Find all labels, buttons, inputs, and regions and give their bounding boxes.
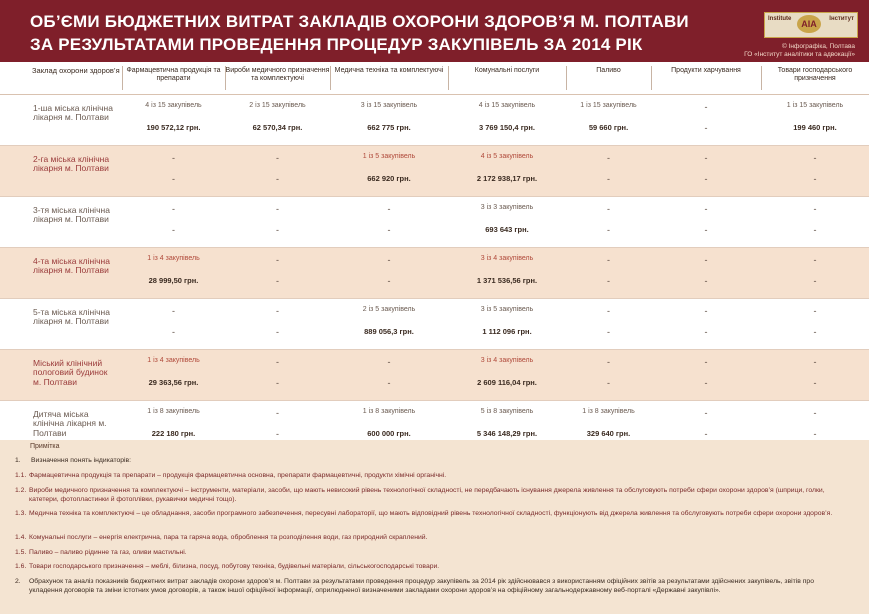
table-row (0, 350, 869, 401)
amount: 222 180 грн. (151, 429, 196, 438)
note-number: 1.2. (15, 487, 27, 494)
empty-value: - (172, 174, 175, 184)
table-row (0, 248, 869, 299)
empty-value: - (704, 306, 708, 316)
empty-value: - (813, 306, 817, 316)
empty-value: - (607, 357, 610, 367)
empty-value: - (813, 327, 817, 337)
logo-text-right: Інститут (829, 16, 854, 22)
purchase-count: 3 із 4 закупівель (480, 357, 534, 364)
note-number: 1.4. (15, 534, 27, 541)
note-number: 1.6. (15, 563, 27, 570)
institution-name: 2-га міська клінічна лікарня м. Полтави (33, 154, 110, 174)
column-header-institution: Заклад охорони здоров’я (32, 66, 120, 75)
empty-value: - (813, 378, 817, 388)
amount: 28 999,50 грн. (148, 276, 199, 285)
purchase-count: 1 із 4 закупівель (147, 357, 200, 364)
empty-value: - (607, 174, 610, 184)
purchase-count: 3 із 15 закупівель (360, 102, 418, 109)
institute-logo (764, 12, 858, 38)
column-header-utilities: Комунальні послуги (474, 67, 540, 74)
column-header-pharma: Фармацевтична продукція та препарати (126, 67, 221, 83)
institution-name: Міський клінічний пологовий будинок м. Полтави (33, 358, 108, 387)
empty-value: - (607, 327, 610, 337)
institution-name: 4-та міська клінічна лікарня м. Полтави (33, 256, 110, 276)
empty-value: - (607, 276, 610, 286)
note-text: Обрахунок та аналіз показників бюджетних витрат закладів охорони здоров’я м. Полтави за результатами проведення процедур закупівель за 2014 рік здійснювався з використанням офіційних звітів за результатами здійснених закупівель, звітів про укладення договорів та зміни істотних умов договорів, а також іншої офіційної інформації, оприлюдненої визначеними закладами охорони здоров’я на офіційному загальнодержавному веб-порталі «Державні закупівлі». (29, 578, 814, 595)
note-number: 1. (15, 457, 21, 464)
amount: 662 920 грн. (367, 174, 411, 183)
empty-value: - (276, 153, 279, 163)
empty-value: - (276, 204, 279, 214)
purchase-count: 2 із 5 закупівель (362, 306, 416, 313)
empty-value: - (704, 123, 708, 133)
empty-value: - (607, 378, 610, 388)
amount: 662 775 грн. (367, 123, 411, 132)
logo-text-left: Institute (768, 16, 792, 22)
notes-section (0, 440, 869, 614)
note-text: Визначення понять індикаторів: (31, 457, 132, 464)
empty-value: - (276, 429, 279, 439)
empty-value: - (704, 429, 708, 439)
empty-value: - (704, 276, 708, 286)
purchase-count: 1 із 4 закупівель (147, 255, 200, 262)
empty-value: - (704, 174, 708, 184)
amount: 5 346 148,29 грн. (476, 429, 538, 438)
empty-value: - (813, 225, 817, 235)
note-text: Медична техніка та комплектуючі – це обладнання, засоби програмного забезпечення, пересувні лабораторії, що мають відповідний рівень технологічної складності, функціонують від джерела живлення та обслуговують потреби сфери охорони здоров’я. (29, 510, 833, 517)
empty-value: - (276, 225, 279, 235)
page-title-line2: ЗА РЕЗУЛЬТАТАМИ ПРОВЕДЕННЯ ПРОЦЕДУР ЗАКУПІВЕЛЬ ЗА 2014 РІК (30, 35, 643, 54)
empty-value: - (704, 204, 708, 214)
purchase-count: 1 із 8 закупівель (362, 408, 416, 415)
purchase-count: 5 із 8 закупівель (480, 408, 534, 415)
empty-value: - (813, 255, 817, 265)
empty-value: - (276, 306, 279, 316)
amount: 2 609 116,04 грн. (477, 378, 537, 387)
empty-value: - (387, 357, 391, 367)
table-row (0, 197, 869, 248)
empty-value: - (704, 225, 708, 235)
header-banner (0, 0, 869, 62)
table-row (0, 95, 869, 146)
empty-value: - (607, 306, 610, 316)
institution-name: 1-ша міська клінічна лікарня м. Полтави (33, 103, 113, 123)
purchase-count: 1 із 8 закупівель (147, 408, 200, 415)
column-header-fuel: Паливо (596, 67, 621, 74)
empty-value: - (172, 204, 175, 214)
note-number: 1.1. (15, 472, 27, 479)
empty-value: - (704, 378, 708, 388)
empty-value: - (704, 408, 708, 418)
purchase-count: 1 із 15 закупівель (786, 102, 844, 109)
empty-value: - (387, 225, 391, 235)
amount: 59 660 грн. (588, 123, 629, 132)
notes-title: Примітка (30, 443, 60, 450)
empty-value: - (813, 357, 817, 367)
amount: 199 460 грн. (793, 123, 837, 132)
empty-value: - (276, 378, 279, 388)
empty-value: - (172, 153, 175, 163)
institution-name: 5-та міська клінічна лікарня м. Полтави (33, 307, 110, 327)
column-header-household-goods: Товари господарського призначення (777, 67, 853, 83)
purchase-count: 1 із 5 закупівель (362, 153, 416, 160)
empty-value: - (276, 357, 279, 367)
purchase-count: 4 із 5 закупівель (480, 153, 534, 160)
amount: 1 112 096 грн. (482, 327, 532, 336)
note-text: Паливо – паливо рідинне та газ, оливи мастильні. (29, 549, 187, 556)
purchase-count: 1 із 8 закупівель (582, 408, 635, 415)
empty-value: - (813, 408, 817, 418)
empty-value: - (276, 255, 279, 265)
column-header-food: Продукти харчування (671, 67, 741, 74)
empty-value: - (704, 357, 708, 367)
empty-value: - (387, 255, 391, 265)
empty-value: - (607, 204, 610, 214)
empty-value: - (276, 327, 279, 337)
purchase-count: 2 із 15 закупівель (249, 102, 306, 109)
purchase-count: 4 із 15 закупівель (145, 102, 202, 109)
amount: 329 640 грн. (586, 429, 631, 438)
purchase-count: 4 із 15 закупівель (478, 102, 536, 109)
empty-value: - (813, 276, 817, 286)
empty-value: - (276, 174, 279, 184)
empty-value: - (607, 225, 610, 235)
empty-value: - (813, 174, 817, 184)
amount: 1 371 536,56 грн. (476, 276, 538, 285)
empty-value: - (387, 378, 391, 388)
page-title-line1: ОБ’ЄМИ БЮДЖЕТНИХ ВИТРАТ ЗАКЛАДІВ ОХОРОНИ ЗДОРОВ’Я М. ПОЛТАВИ (30, 12, 689, 31)
amount: 2 172 938,17 грн. (476, 174, 538, 183)
amount: 889 056,3 грн. (364, 327, 414, 336)
empty-value: - (704, 255, 708, 265)
purchase-count: 3 із 5 закупівель (480, 306, 534, 313)
amount: 190 572,12 грн. (146, 123, 201, 132)
logo-mark-icon: AIA (797, 15, 821, 33)
column-header-medical-products: Вироби медичного призначення та комплектуючі (225, 67, 330, 83)
credit-line1: © Інфографіка, Полтава (781, 43, 855, 50)
empty-value: - (172, 225, 175, 235)
note-text: Вироби медичного призначення та комплектуючі – інструменти, матеріали, засоби, що мають невисокий рівень технологічної складності, не передбачають існування джерела живлення та обслуговують потреби сфери охорони здоров’я (шприци, голки, катетери, фотопластинки й фотоплівки, рукавички медичні тощо). (29, 487, 825, 504)
institution-name: Дитяча міська клінічна лікарня м. Полтави (33, 409, 107, 438)
note-number: 2. (15, 578, 21, 585)
amount: 3 769 150,4 грн. (478, 123, 536, 132)
amount: 600 000 грн. (367, 429, 411, 438)
table-header-row (0, 62, 869, 95)
empty-value: - (813, 204, 817, 214)
purchase-count: 3 із 3 закупівель (480, 204, 534, 211)
empty-value: - (172, 327, 175, 337)
empty-value: - (704, 102, 708, 112)
empty-value: - (704, 153, 708, 163)
empty-value: - (813, 153, 817, 163)
institution-name: 3-тя міська клінічна лікарня м. Полтави (33, 205, 110, 225)
credit-line2: ГО «Інститут аналітики та адвокації» (744, 51, 855, 58)
empty-value: - (607, 255, 610, 265)
amount: 29 363,56 грн. (148, 378, 199, 387)
empty-value: - (607, 153, 610, 163)
purchase-count: 3 із 4 закупівель (480, 255, 534, 262)
table-row (0, 299, 869, 350)
amount: 693 643 грн. (485, 225, 529, 234)
empty-value: - (704, 327, 708, 337)
note-text: Товари господарського призначення – меблі, білизна, посуд, побутову техніка, будівельні матеріали, сільськогосподарські товари. (29, 563, 440, 570)
empty-value: - (172, 306, 175, 316)
empty-value: - (276, 408, 279, 418)
note-number: 1.5. (15, 549, 27, 556)
empty-value: - (387, 276, 391, 286)
empty-value: - (813, 429, 817, 439)
table-row (0, 146, 869, 197)
note-number: 1.3. (15, 510, 27, 517)
empty-value: - (387, 204, 391, 214)
purchase-count: 1 із 15 закупівель (580, 102, 637, 109)
note-text: Комунальні послуги – енергія електрична, пара та гаряча вода, оброблення та розподілення води, газ природний скраплений. (29, 534, 428, 541)
column-header-medical-equipment: Медична техніка та комплектуючі (334, 67, 444, 74)
empty-value: - (276, 276, 279, 286)
spending-table (0, 62, 869, 452)
amount: 62 570,34 грн. (252, 123, 303, 132)
note-text: Фармацевтична продукція та препарати – продукція фармацевтична основна, препарати фармацевтичні, продукти хімічні органічні. (29, 472, 447, 479)
